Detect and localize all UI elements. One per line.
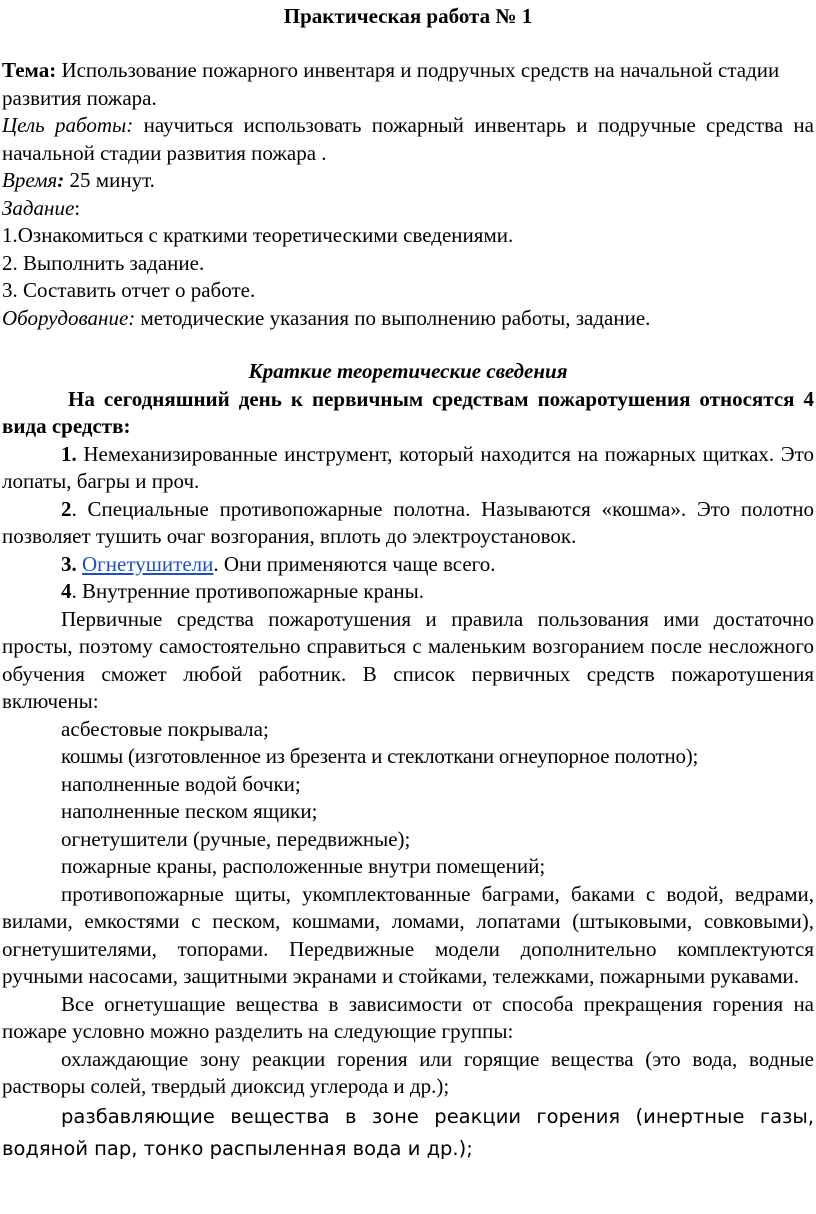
means-text: Немеханизированные инструмент, который находится на пожарных щитках. Это лопаты, багры и проч. <box>2 441 814 493</box>
time-paragraph <box>2 167 814 195</box>
means-item-3 <box>2 551 814 579</box>
header-block <box>2 57 814 332</box>
shields-paragraph: противопожарные щиты, укомплектованные баграми, баками с водой, ведрами, вилами, емкостями с песком, кошмами, ломами, лопатами (штыковыми, совковыми), огнетушителями, топорами. Передвижные модели дополнительно комплектуются ручными насосами, защитными экранами и стойками, тележками, пожарными рукавами. <box>2 881 814 988</box>
means-text: . Они применяются чаще всего. <box>213 551 496 576</box>
means-text: . Внутренние противопожарные краны. <box>71 579 425 603</box>
topic-label: Тема: <box>2 58 57 82</box>
list-item: огнетушители (ручные, передвижные); <box>61 826 411 851</box>
equipment-text: методические указания по выполнению работы, задание. <box>135 305 651 330</box>
primary-means-paragraph: Первичные средства пожаротушения и правила пользования ими достаточно просты, поэтому самостоятельно справиться с маленьким возгоранием после несложного обучения сможет любой работник. В список первичных средств пожаротушения включены: <box>2 606 814 713</box>
task-label: Задание <box>2 195 75 220</box>
list-item: наполненные песком ящики; <box>61 799 318 823</box>
goal-label: Цель работы: <box>2 113 134 137</box>
intro-bold-paragraph: На сегодняшний день к первичным средствам пожаротушения относятся 4 вида средств: <box>2 386 814 438</box>
time-label: Время <box>2 168 58 192</box>
task-item: 3. Составить отчет о работе. <box>2 278 256 302</box>
task-item: 2. Выполнить задание. <box>2 250 205 275</box>
means-number: 2 <box>61 496 72 521</box>
time-text: 25 минут. <box>64 168 155 192</box>
diluting-paragraph: разбавляющие вещества в зоне реакции горения (инертные газы, водяной пар, тонко распыленная вода и др.); <box>2 1104 814 1160</box>
agents-paragraph: Все огнетушащие вещества в зависимости от способа прекращения горения на пожаре условно можно разделить на следующие группы: <box>2 991 814 1043</box>
means-number: 3. <box>61 551 77 576</box>
task-item: 1.Ознакомиться с краткими теоретическими сведениями. <box>2 223 514 247</box>
list-item: наполненные водой бочки; <box>61 771 301 796</box>
section-title: Краткие теоретические сведения <box>248 359 568 383</box>
list-item: асбестовые покрывала; <box>61 716 269 741</box>
means-number: 4 <box>61 579 72 603</box>
extinguishers-link[interactable]: Огнетушители <box>82 551 214 576</box>
means-item-4 <box>2 578 814 606</box>
document-title: Практическая работа № 1 <box>283 4 533 28</box>
list-item: пожарные краны, расположенные внутри помещений; <box>61 854 546 878</box>
list-item: кошмы (изготовленное из брезента и стеклоткани огнеупорное полотно); <box>61 744 699 768</box>
equipment-label: Оборудование: <box>2 305 136 330</box>
theory-section <box>2 358 814 1165</box>
means-item-1 <box>2 441 814 496</box>
means-text: . Специальные противопожарные полотна. Называются «кошма». Это полотно позволяет тушить очаг возгорания, вплоть до электроустановок. <box>2 496 814 548</box>
equipment-paragraph <box>2 305 814 333</box>
cooling-paragraph: охлаждающие зону реакции горения или горящие вещества (это вода, водные растворы солей, твердый диоксид углерода и др.); <box>2 1046 814 1098</box>
means-item-2 <box>2 496 814 551</box>
goal-text: научиться использовать пожарный инвентарь и подручные средства на начальной стадии развития пожара . <box>2 113 814 165</box>
task-colon: : <box>74 195 81 220</box>
topic-paragraph <box>2 57 814 112</box>
goal-paragraph <box>2 112 814 167</box>
topic-text: Использование пожарного инвентаря и подручных средств на начальной стадии развития пожара. <box>2 58 780 110</box>
task-paragraph <box>2 195 814 223</box>
time-colon: : <box>57 168 65 192</box>
means-number: 1. <box>61 441 77 466</box>
